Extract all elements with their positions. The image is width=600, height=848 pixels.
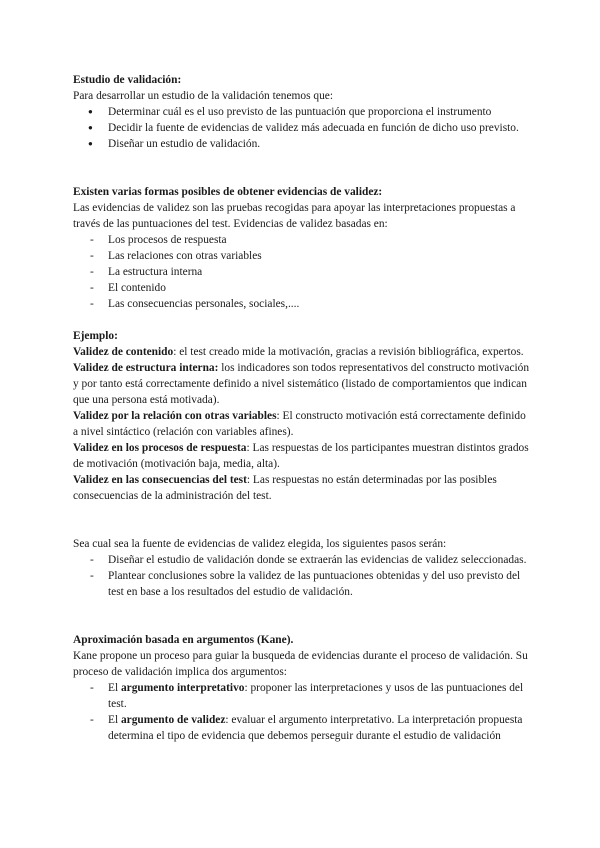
entry-term: Validez en las consecuencias del test	[73, 474, 247, 486]
list-item: - La estructura interna	[73, 264, 533, 280]
item-text: : evaluar el argumento interpretativo. La interpretación propuesta determina el tipo de evidencia que debemos perseguir durante el estudio de validación	[108, 714, 523, 742]
list-item: ● Determinar cuál es el uso previsto de las puntuación que proporciona el instrumento	[73, 104, 533, 120]
section-intro: Sea cual sea la fuente de evidencias de validez elegida, los siguientes pasos serán:	[73, 538, 447, 550]
entry-term: Validez en los procesos de respuesta	[73, 442, 247, 454]
list-item: - Las consecuencias personales, sociales,....	[73, 296, 533, 312]
example-entry	[73, 440, 533, 472]
example-entry	[73, 344, 533, 360]
entry-term: Validez de estructura interna:	[73, 362, 219, 374]
dash-list	[73, 680, 533, 744]
list-item	[73, 680, 533, 712]
entry-text: : el test creado mide la motivación, gracias a revisión bibliográfica, expertos.	[173, 346, 524, 358]
section-heading: Estudio de validación:	[73, 74, 182, 86]
list-item: - El contenido	[73, 280, 533, 296]
section-heading: Aproximación basada en argumentos (Kane).	[73, 634, 294, 646]
section-intro: Para desarrollar un estudio de la validación tenemos que:	[73, 90, 333, 102]
list-item: ● Diseñar un estudio de validación.	[73, 136, 533, 152]
list-item	[73, 712, 533, 744]
list-item: - Plantear conclusiones sobre la validez de las puntuaciones obtenidas y del uso previsto del test en base a los resultados del estudio de validación.	[73, 568, 533, 600]
section-intro: Kane propone un proceso para guiar la busqueda de evidencias durante el proceso de validación. Su proceso de validación implica dos argumentos:	[73, 650, 528, 678]
list-item: - Los procesos de respuesta	[73, 232, 533, 248]
entry-text: : Las respuestas no están determinadas por las posibles consecuencias de la administración del test.	[73, 474, 497, 502]
example-entry	[73, 408, 533, 440]
section-next-steps	[73, 536, 533, 600]
section-evidence-forms	[73, 184, 533, 312]
dash-list	[73, 232, 533, 312]
section-example	[73, 328, 533, 504]
item-term: argumento de validez	[120, 714, 226, 726]
entry-text: : El constructo motivación está correctamente definido a nivel sintáctico (relación con variables afines).	[73, 410, 526, 438]
example-entry	[73, 360, 533, 408]
section-heading: Existen varias formas posibles de obtener evidencias de validez:	[73, 186, 383, 198]
list-item: ● Decidir la fuente de evidencias de validez más adecuada en función de dicho uso previsto.	[73, 120, 533, 136]
example-entry	[73, 472, 533, 504]
section-intro: Las evidencias de validez son las pruebas recogidas para apoyar las interpretaciones propuestas a través de las puntuaciones del test. Evidencias de validez basadas en:	[73, 202, 516, 230]
entry-term: Validez de contenido	[73, 346, 174, 358]
bullet-list	[73, 104, 533, 152]
entry-term: Validez por la relación con otras variables	[73, 410, 277, 422]
item-prefix: El	[108, 714, 121, 726]
section-validation-study	[73, 72, 533, 152]
list-item: - Las relaciones con otras variables	[73, 248, 533, 264]
dash-list	[73, 552, 533, 600]
section-heading: Ejemplo:	[73, 330, 118, 342]
item-prefix: El	[108, 682, 121, 694]
item-term: argumento interpretativo	[120, 682, 245, 694]
section-kane	[73, 632, 533, 744]
item-text: : proponer las interpretaciones y usos de las puntuaciones del test.	[108, 682, 524, 710]
list-item: - Diseñar el estudio de validación donde se extraerán las evidencias de validez seleccionadas.	[73, 552, 533, 568]
entry-text: los indicadores son todos representativos del constructo motivación y por tanto está correctamente definido a nivel sistemático (listado de comportamientos que indican que una persona está motivada).	[73, 362, 530, 406]
entry-text: : Las respuestas de los participantes muestran distintos grados de motivación (motivación baja, media, alta).	[73, 442, 529, 470]
